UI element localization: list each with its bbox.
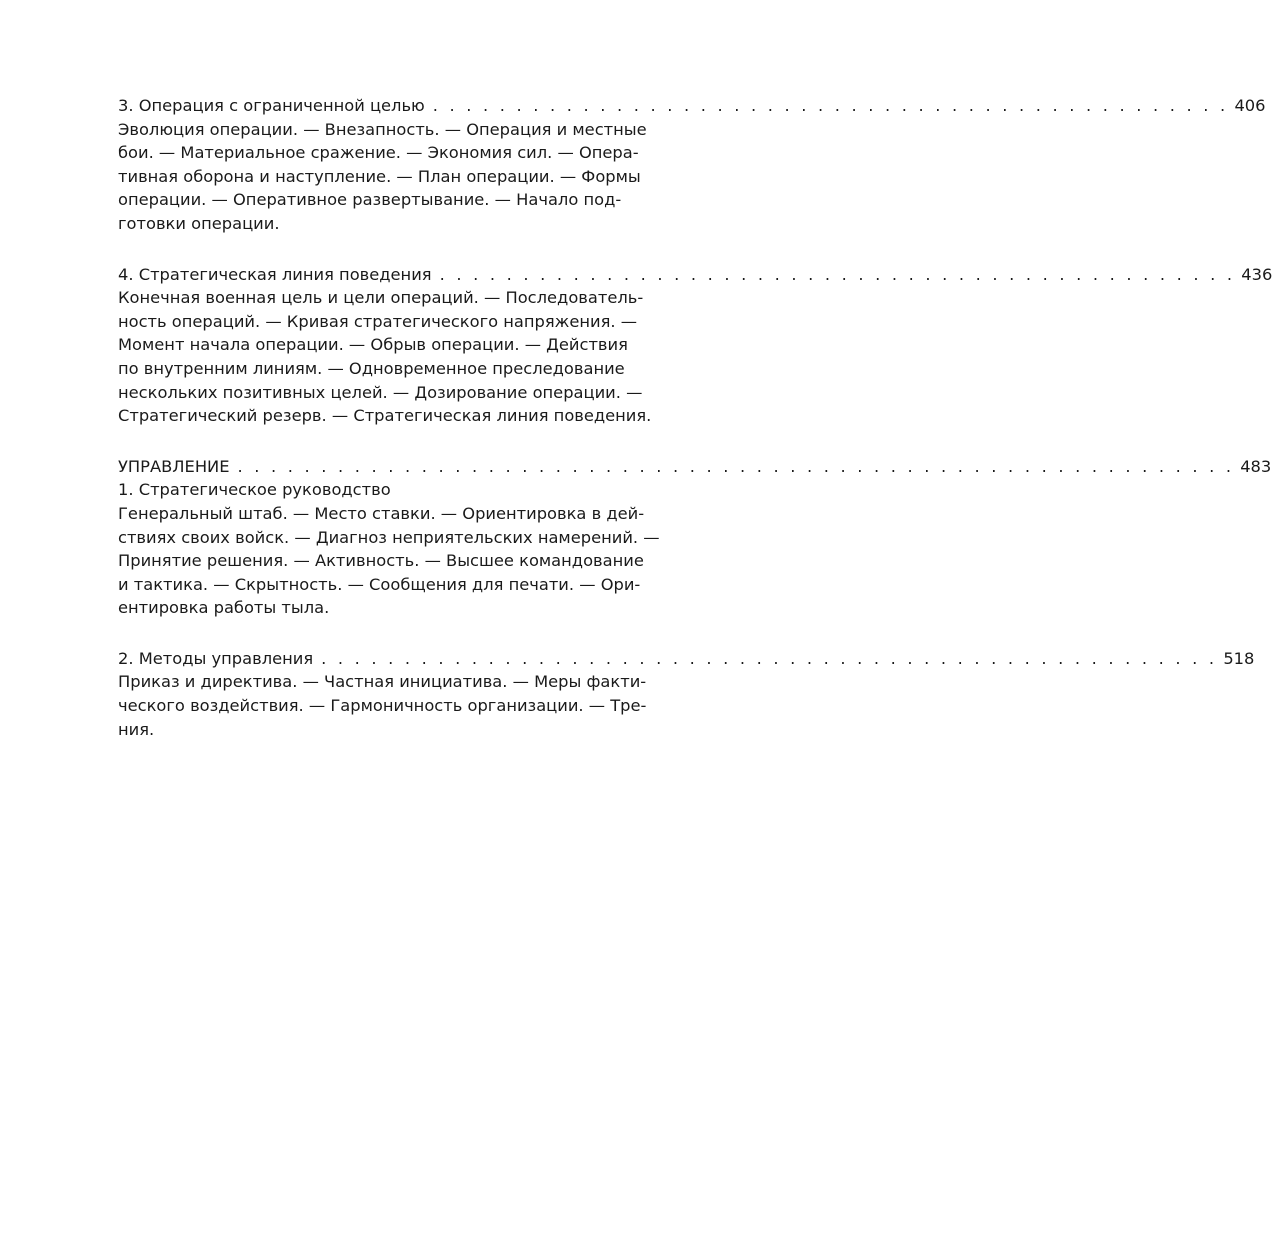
toc-heading-line — [118, 263, 1272, 287]
toc-page-number: 518 — [1223, 648, 1255, 668]
toc-entry — [118, 94, 1266, 236]
toc-heading-line — [118, 455, 1272, 479]
table-of-contents — [118, 94, 1272, 768]
dot-leader: . . . . . . . . . . . . . . . . . . . . . . . . . . . . . . . . . . . . . . . . . . . . . . . . — [432, 96, 1229, 115]
toc-entry — [118, 647, 1255, 741]
toc-heading-line — [118, 94, 1266, 118]
dot-leader: . . . . . . . . . . . . . . . . . . . . . . . . . . . . . . . . . . . . . . . . . . . . . . . . . . . . . . . . . . . . — [237, 456, 1235, 476]
toc-entry — [118, 455, 1272, 620]
toc-entry — [118, 263, 1272, 428]
toc-entry-description: Генеральный штаб. — Место ставки. — Ориентировка в дей- ствиях своих войск. — Диагноз неприятельских намерений. — Принятие решения. — Активность. — Высшее командование и тактика. — Скрытность. — Сообщения для печати. — Ори- ентировка работы тыла. — [118, 503, 660, 618]
toc-page-number: 406 — [1234, 96, 1266, 115]
toc-entry-description: Приказ и директива. — Частная инициатива. — Меры факти- ческого воздействия. — Гармоничность организации. — Тре- ния. — [118, 672, 647, 739]
toc-entry-description: Эволюция операции. — Внезапность. — Операция и местные бои. — Материальное сражение. — Экономия сил. — Опера- тивная оборона и наступление. — План операции. — Формы операции. — Оперативное развертывание. — Начало под- готовки операции. — [118, 119, 647, 233]
toc-entry-title: 2. Методы управления — [118, 648, 314, 668]
toc-entry-description: Конечная военная цель и цели операций. — Последователь- ность операций. — Кривая стратегического напряжения. — Момент начала операции. — Обрыв операции. — Действия по внутренним линиям. — Одновременное преследование нескольких позитивных целей. — Дозирование операции. — Стратегический резерв. — Стратегическая линия поведения. — [118, 288, 652, 426]
toc-section-title: УПРАВЛЕНИЕ — [118, 456, 230, 476]
dot-leader: . . . . . . . . . . . . . . . . . . . . . . . . . . . . . . . . . . . . . . . . . . . . . . . . — [439, 264, 1236, 284]
toc-heading-line — [118, 647, 1255, 671]
dot-leader: . . . . . . . . . . . . . . . . . . . . . . . . . . . . . . . . . . . . . . . . . . . . . . . . . . . . . . — [321, 648, 1218, 668]
toc-entry-title: 4. Стратегическая линия поведения — [118, 264, 432, 284]
toc-entry-subtitle: 1. Стратегическое руководство — [118, 480, 391, 500]
toc-entry-title: 3. Операция с ограниченной целью — [118, 96, 425, 115]
toc-page-number: 483 — [1240, 456, 1272, 476]
toc-page-number: 436 — [1241, 264, 1272, 284]
